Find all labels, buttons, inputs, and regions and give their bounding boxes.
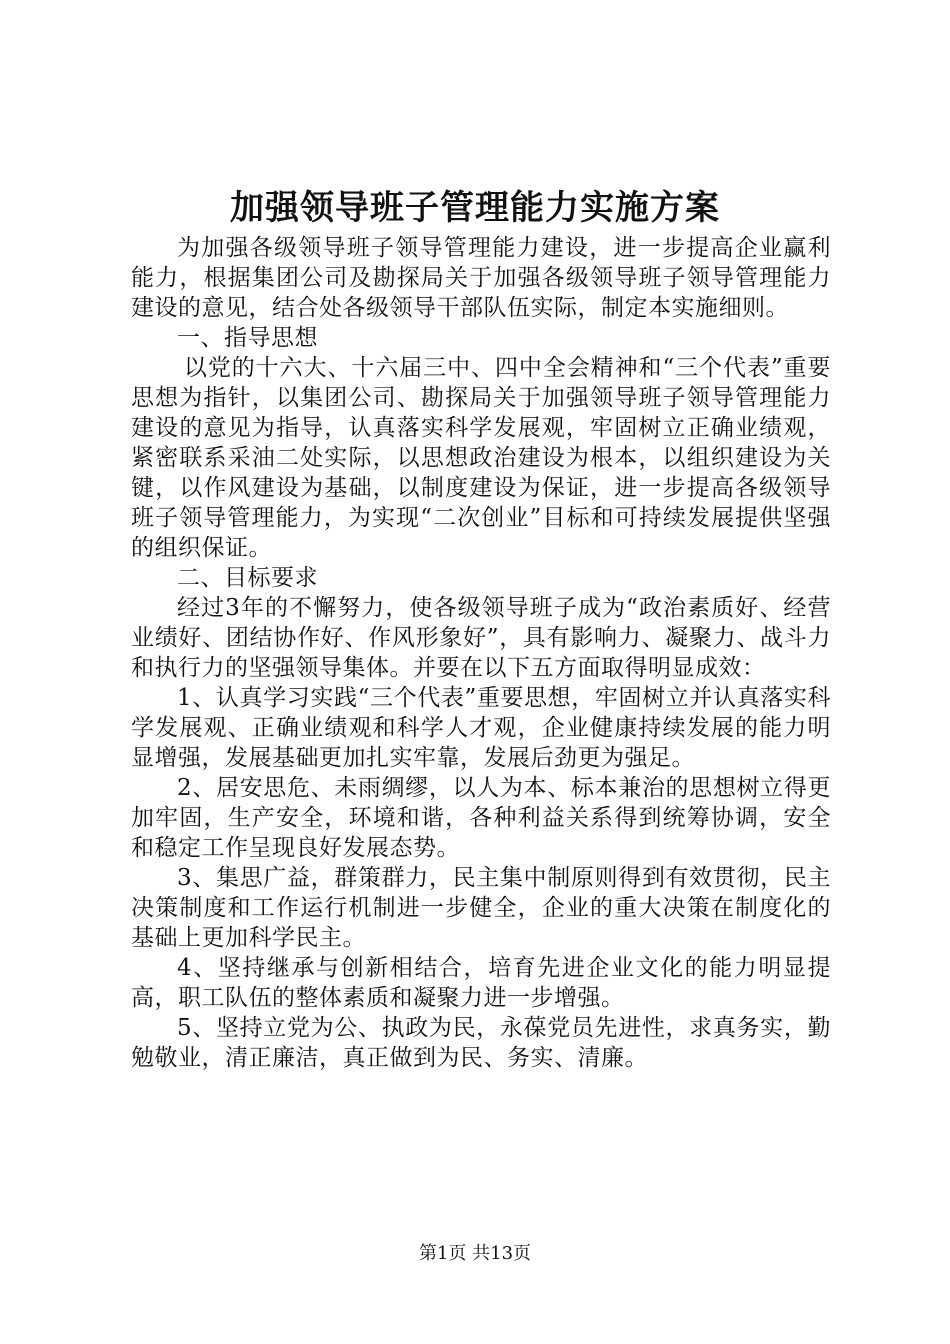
list-item-2: 2、居安思危、未雨绸缪，以人为本、标本兼治的思想树立得更加牢固，生产安全，环境和谐，各种利益关系得到统筹协调，安全和稳定工作呈现良好发展态势。 [131, 775, 831, 861]
document-title: 加强领导班子管理能力实施方案 [230, 188, 720, 228]
paragraph-guiding-ideology: 以党的十六大、十六届三中、四中全会精神和“三个代表”重要思想为指针，以集团公司、勘探局关于加强领导班子领导管理能力建设的意见为指导，认真落实科学发展观，牢固树立正确业绩观，紧密联系采油二处实际，以思想政治建设为根本，以组织建设为关键，以作风建设为基础，以制度建设为保证，进一步提高各级领导班子领导管理能力，为实现“二次创业”目标和可持续发展提供坚强的组织保证。 [131, 355, 831, 561]
list-item-5: 5、坚持立党为公、执政为民，永葆党员先进性，求真务实，勤勉敬业，清正廉洁，真正做到为民、务实、清廉。 [131, 1015, 831, 1071]
list-item-3: 3、集思广益，群策群力，民主集中制原则得到有效贯彻，民主决策制度和工作运行机制进一步健全，企业的重大决策在制度化的基础上更加科学民主。 [131, 865, 831, 951]
list-item-4: 4、坚持继承与创新相结合，培育先进企业文化的能力明显提高，职工队伍的整体素质和凝聚力进一步增强。 [131, 955, 831, 1011]
heading-guiding-ideology: 一、指导思想 [177, 325, 318, 351]
page-number: 第1页 共13页 [418, 1243, 532, 1264]
heading-goals: 二、目标要求 [177, 565, 318, 591]
paragraph-intro: 为加强各级领导班子领导管理能力建设，进一步提高企业赢利能力，根据集团公司及勘探局关于加强各级领导班子领导管理能力建设的意见，结合处各级领导干部队伍实际，制定本实施细则。 [131, 235, 831, 321]
list-item-1: 1、认真学习实践“三个代表”重要思想，牢固树立并认真落实科学发展观、正确业绩观和科学人才观，企业健康持续发展的能力明显增强，发展基础更加扎实牢靠，发展后劲更为强足。 [131, 685, 831, 771]
document-body [131, 233, 831, 1073]
paragraph-goals: 经过3年的不懈努力，使各级领导班子成为“政治素质好、经营业绩好、团结协作好、作风形象好”，具有影响力、凝聚力、战斗力和执行力的坚强领导集体。并要在以下五方面取得明显成效： [131, 595, 831, 681]
